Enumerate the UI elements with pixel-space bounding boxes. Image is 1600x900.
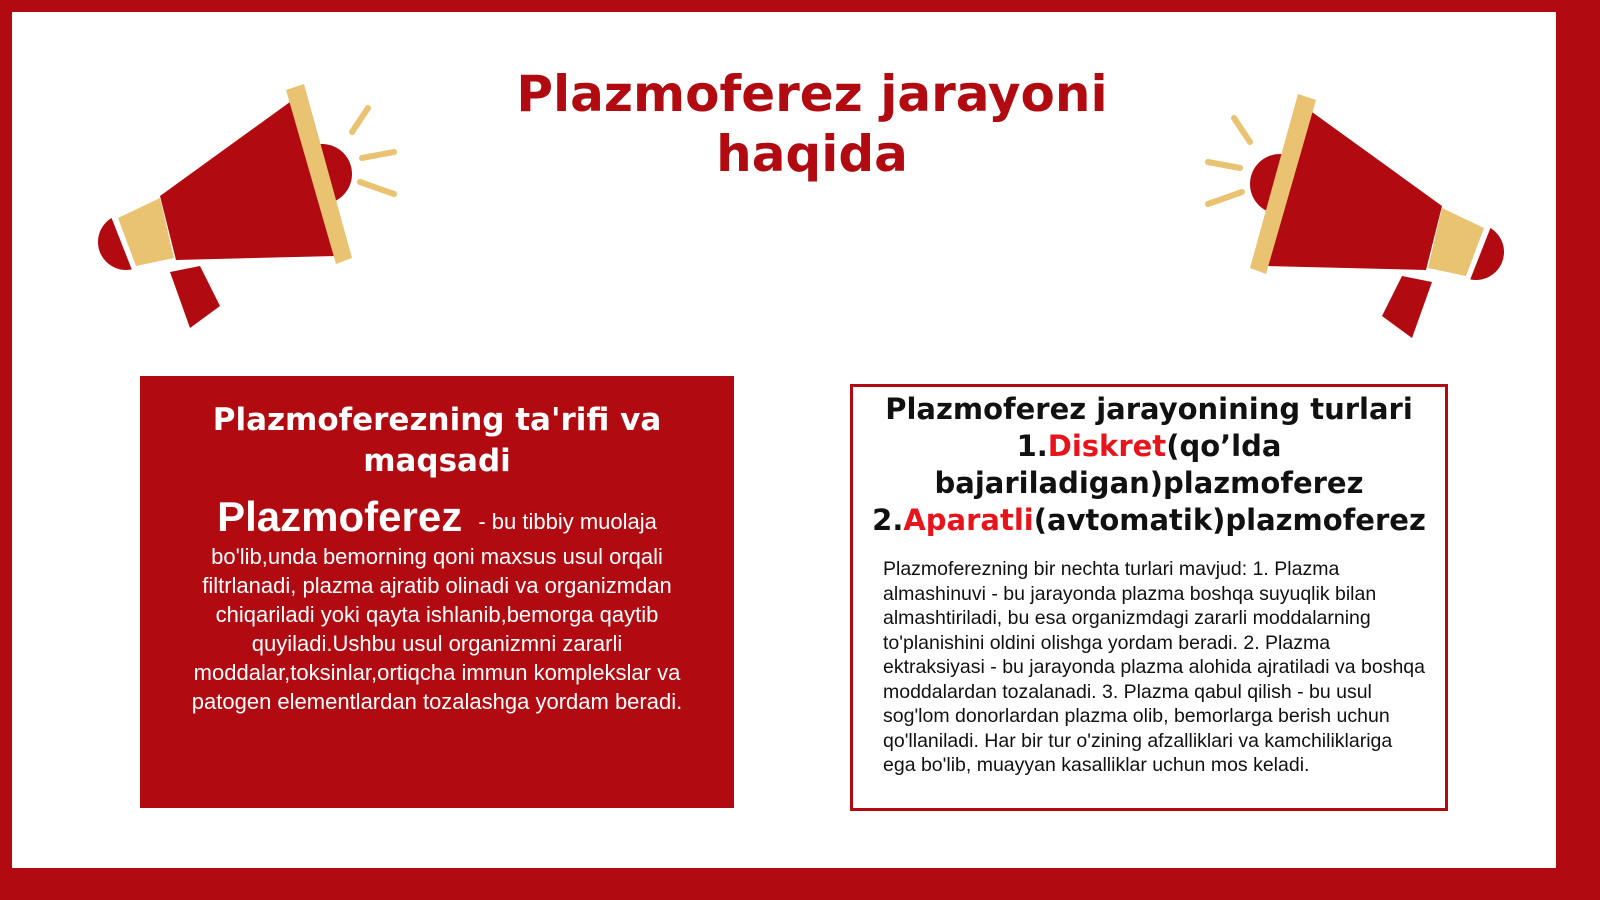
types-heading: Plazmoferez jarayonining turlari [885,392,1413,426]
type-item-1-rest: (qo’lda bajariladigan)plazmoferez [934,429,1364,500]
type-item-2-number: 2. [872,503,904,537]
type-item-1-number: 1. [1016,429,1048,463]
type-item-2 [869,502,1429,539]
megaphone-icon [90,72,410,342]
megaphone-left-graphic [98,84,394,328]
types-list [869,391,1429,539]
megaphone-icon [1192,82,1512,352]
definition-text: - bu tibbiy muolaja bo'lib,unda bemorning qoni maxsus usul orqali filtrlanadi, plazma ajratib olinadi va organizmdan chiqariladi yoki qayta ishlanib,bemorga qaytib quyiladi.Ushbu usul organizmni zararli moddalar,toksinlar,ortiqcha immun komplekslar va patogen elementlardan tozalashga yordam beradi. [191,509,683,714]
type-item-1 [869,428,1429,502]
definition-term: Plazmoferez [217,493,463,540]
type-item-1-highlight: Diskret [1047,429,1167,463]
types-description: Plazmoferezning bir nechta turlari mavjud: 1. Plazma almashinuvi - bu jarayonda plazma boshqa suyuqlik bilan almashtiriladi, bu esa organizmdagi zararli moddalarning to'planishini oldini olishga yordam beradi. 2. Plazma ektraksiyasi - bu jarayonda plazma alohida ajratiladi va boshqa moddalardan tozalanadi. 3. Plazma qabul qilish - bu usul sog'lom donorlardan plazma olib, bemorlarga berish uchun qo'llaniladi. Har bir tur o'zining afzalliklari va kamchiliklariga ega bo'lib, muayyan kasalliklar uchun mos keladi. [883,558,1425,776]
page-title: Plazmoferez jarayoni haqida [516,65,1108,183]
megaphone-right-graphic [1208,94,1504,338]
definition-card [140,376,734,808]
types-card [850,384,1448,811]
type-item-2-rest: (avtomatik)plazmoferez [1033,503,1426,537]
definition-body [170,492,704,716]
type-item-2-highlight: Aparatli [903,503,1034,537]
slide [12,12,1556,868]
definition-heading: Plazmoferezning ta'rifi va maqsadi [212,402,662,479]
